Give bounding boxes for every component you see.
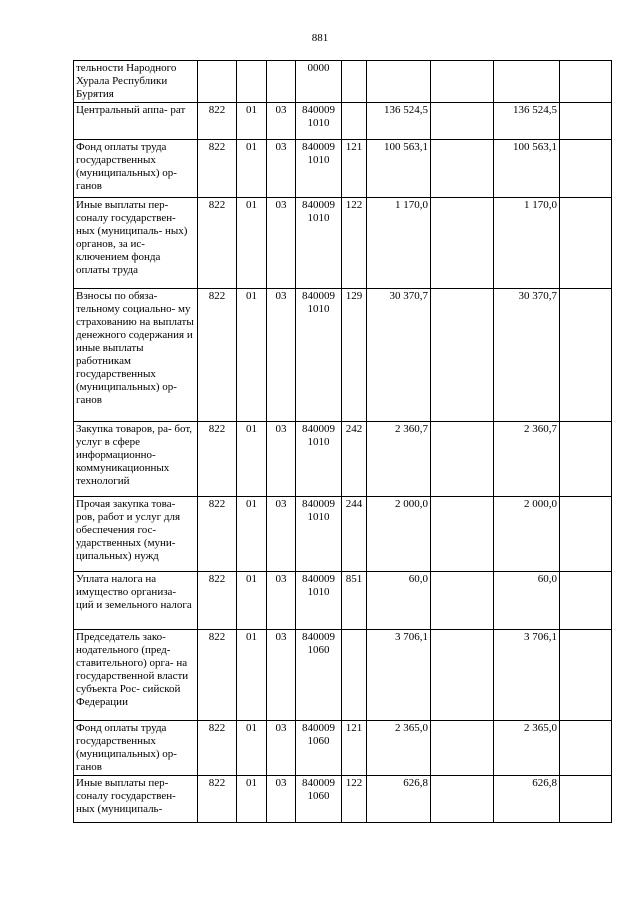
total-cell: 100 563,1	[494, 140, 560, 198]
extra-cell	[560, 289, 612, 422]
total-cell: 2 365,0	[494, 721, 560, 776]
table-row	[74, 289, 612, 422]
section-code-cell: 01	[237, 572, 267, 630]
section-code-cell: 01	[237, 422, 267, 497]
target-code-cell: 840009 1010	[296, 422, 342, 497]
change-cell	[431, 497, 494, 572]
expense-type-cell	[342, 103, 367, 140]
admin-code-cell: 822	[198, 140, 237, 198]
row-name-cell: Закупка товаров, ра- бот, услуг в сфере информационно- коммуникационных технологий	[74, 422, 198, 497]
total-cell	[494, 61, 560, 103]
table-row	[74, 776, 612, 823]
change-cell	[431, 630, 494, 721]
admin-code-cell: 822	[198, 630, 237, 721]
total-cell: 136 524,5	[494, 103, 560, 140]
change-cell	[431, 61, 494, 103]
table-row	[74, 630, 612, 721]
amount-cell: 100 563,1	[367, 140, 431, 198]
total-cell: 60,0	[494, 572, 560, 630]
amount-cell: 136 524,5	[367, 103, 431, 140]
total-cell: 3 706,1	[494, 630, 560, 721]
target-code-cell: 840009 1010	[296, 289, 342, 422]
total-cell: 2 360,7	[494, 422, 560, 497]
admin-code-cell: 822	[198, 103, 237, 140]
subsection-code-cell: 03	[267, 198, 296, 289]
expense-type-cell	[342, 61, 367, 103]
table-row	[74, 198, 612, 289]
row-name-cell: Фонд оплаты труда государственных (муниципальных) ор- ганов	[74, 140, 198, 198]
change-cell	[431, 198, 494, 289]
amount-cell	[367, 61, 431, 103]
subsection-code-cell: 03	[267, 140, 296, 198]
expense-type-cell: 122	[342, 776, 367, 823]
row-name-cell: Фонд оплаты труда государственных (муниципальных) ор- ганов	[74, 721, 198, 776]
table-row	[74, 103, 612, 140]
extra-cell	[560, 103, 612, 140]
amount-cell: 2 000,0	[367, 497, 431, 572]
change-cell	[431, 422, 494, 497]
section-code-cell	[237, 61, 267, 103]
expense-type-cell: 851	[342, 572, 367, 630]
target-code-cell: 840009 1060	[296, 776, 342, 823]
expense-type-cell: 129	[342, 289, 367, 422]
total-cell: 1 170,0	[494, 198, 560, 289]
extra-cell	[560, 497, 612, 572]
change-cell	[431, 721, 494, 776]
expense-type-cell: 242	[342, 422, 367, 497]
subsection-code-cell: 03	[267, 422, 296, 497]
subsection-code-cell: 03	[267, 497, 296, 572]
amount-cell: 60,0	[367, 572, 431, 630]
admin-code-cell	[198, 61, 237, 103]
page-number: 881	[311, 32, 329, 44]
section-code-cell: 01	[237, 198, 267, 289]
subsection-code-cell: 03	[267, 776, 296, 823]
extra-cell	[560, 140, 612, 198]
total-cell: 2 000,0	[494, 497, 560, 572]
subsection-code-cell: 03	[267, 289, 296, 422]
extra-cell	[560, 198, 612, 289]
change-cell	[431, 140, 494, 198]
subsection-code-cell: 03	[267, 572, 296, 630]
expense-type-cell: 121	[342, 721, 367, 776]
table-row	[74, 497, 612, 572]
extra-cell	[560, 630, 612, 721]
amount-cell: 2 360,7	[367, 422, 431, 497]
expense-type-cell: 122	[342, 198, 367, 289]
amount-cell: 626,8	[367, 776, 431, 823]
admin-code-cell: 822	[198, 497, 237, 572]
table-row	[74, 422, 612, 497]
change-cell	[431, 776, 494, 823]
table-row	[74, 61, 612, 103]
table-row	[74, 140, 612, 198]
expense-type-cell	[342, 630, 367, 721]
subsection-code-cell	[267, 61, 296, 103]
admin-code-cell: 822	[198, 198, 237, 289]
expense-type-cell: 121	[342, 140, 367, 198]
section-code-cell: 01	[237, 289, 267, 422]
row-name-cell: Иные выплаты пер- соналу государствен- ных (муниципаль-	[74, 776, 198, 823]
row-name-cell: Иные выплаты пер- соналу государствен- ных (муниципаль- ных) органов, за ис- ключением фонда оплаты труда	[74, 198, 198, 289]
admin-code-cell: 822	[198, 422, 237, 497]
table-body	[74, 61, 612, 823]
section-code-cell: 01	[237, 776, 267, 823]
target-code-cell: 840009 1010	[296, 198, 342, 289]
change-cell	[431, 289, 494, 422]
subsection-code-cell: 03	[267, 103, 296, 140]
amount-cell: 2 365,0	[367, 721, 431, 776]
row-name-cell: тельности Народного Хурала Республики Бурятия	[74, 61, 198, 103]
section-code-cell: 01	[237, 721, 267, 776]
extra-cell	[560, 721, 612, 776]
section-code-cell: 01	[237, 497, 267, 572]
amount-cell: 1 170,0	[367, 198, 431, 289]
admin-code-cell: 822	[198, 776, 237, 823]
admin-code-cell: 822	[198, 289, 237, 422]
table-row	[74, 721, 612, 776]
amount-cell: 3 706,1	[367, 630, 431, 721]
target-code-cell: 840009 1060	[296, 721, 342, 776]
target-code-cell: 840009 1010	[296, 103, 342, 140]
target-code-cell: 840009 1010	[296, 497, 342, 572]
row-name-cell: Центральный аппа- рат	[74, 103, 198, 140]
amount-cell: 30 370,7	[367, 289, 431, 422]
row-name-cell: Председатель зако- нодательного (пред- ставительного) орга- на государственной власти субъекта Рос- сийской Федерации	[74, 630, 198, 721]
change-cell	[431, 572, 494, 630]
row-name-cell: Прочая закупка това- ров, работ и услуг для обеспечения гос- ударственных (муни- ципальных) нужд	[74, 497, 198, 572]
subsection-code-cell: 03	[267, 721, 296, 776]
target-code-cell: 0000	[296, 61, 342, 103]
extra-cell	[560, 422, 612, 497]
row-name-cell: Уплата налога на имущество организа- ций и земельного налога	[74, 572, 198, 630]
section-code-cell: 01	[237, 140, 267, 198]
section-code-cell: 01	[237, 103, 267, 140]
total-cell: 626,8	[494, 776, 560, 823]
row-name-cell: Взносы по обяза- тельному социально- му страхованию на выплаты денежного содержания и иные выплаты работникам государственных (муниципальных) ор- ганов	[74, 289, 198, 422]
target-code-cell: 840009 1010	[296, 572, 342, 630]
target-code-cell: 840009 1060	[296, 630, 342, 721]
target-code-cell: 840009 1010	[296, 140, 342, 198]
extra-cell	[560, 776, 612, 823]
expense-type-cell: 244	[342, 497, 367, 572]
table-row	[74, 572, 612, 630]
budget-table	[73, 60, 612, 823]
section-code-cell: 01	[237, 630, 267, 721]
admin-code-cell: 822	[198, 721, 237, 776]
subsection-code-cell: 03	[267, 630, 296, 721]
change-cell	[431, 103, 494, 140]
extra-cell	[560, 572, 612, 630]
admin-code-cell: 822	[198, 572, 237, 630]
total-cell: 30 370,7	[494, 289, 560, 422]
extra-cell	[560, 61, 612, 103]
